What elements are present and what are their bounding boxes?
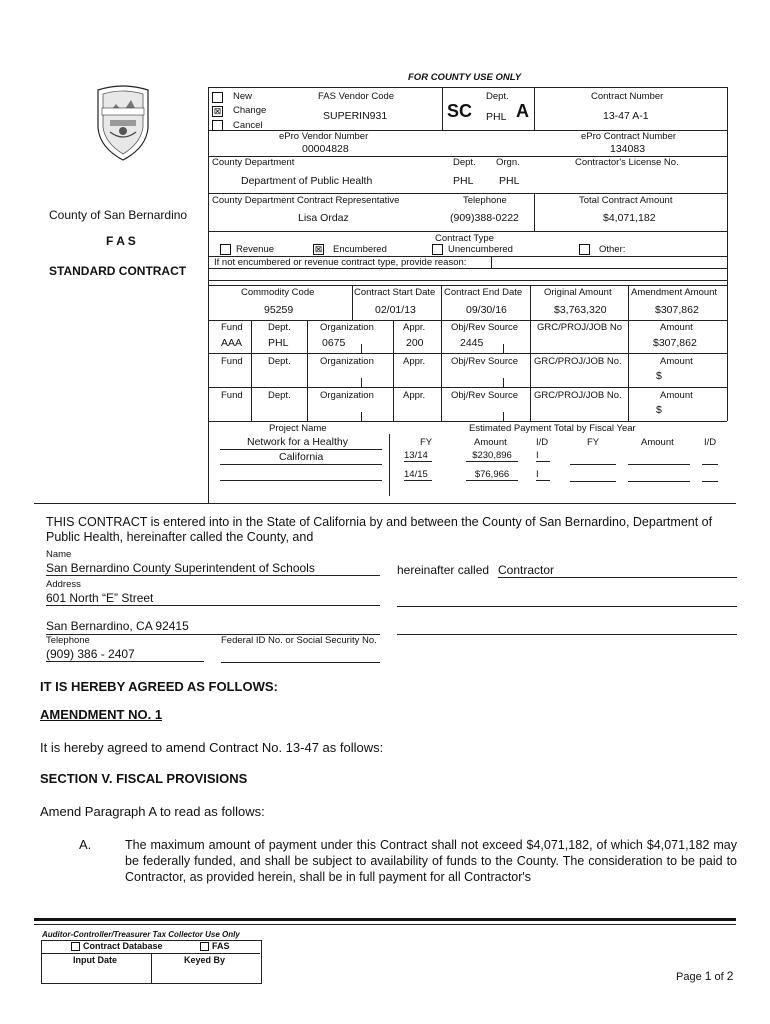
unencumbered-label: Unencumbered bbox=[448, 244, 513, 255]
original-amount: $3,763,320 bbox=[554, 304, 607, 316]
commodity-label: Commodity Code bbox=[241, 287, 315, 298]
cancel-label: Cancel bbox=[233, 120, 263, 131]
agreed-heading: IT IS HEREBY AGREED AS FOLLOWS: bbox=[40, 679, 278, 694]
start-date-label: Contract Start Date bbox=[354, 287, 436, 298]
input-date-label: Input Date bbox=[73, 955, 117, 965]
change-label: Change bbox=[233, 105, 267, 116]
epro-contract-label: ePro Contract Number bbox=[581, 131, 677, 142]
project-name-line2: California bbox=[279, 451, 324, 463]
amount-header: Amount bbox=[474, 437, 507, 448]
vendor-dept-letter: A bbox=[516, 101, 529, 121]
end-date: 09/30/16 bbox=[466, 304, 507, 316]
contractor-address: 601 North “E” Street bbox=[46, 591, 380, 606]
amendment-amount-label: Amendment Amount bbox=[631, 287, 718, 298]
amount-row-1: $230,896 bbox=[466, 450, 518, 462]
orgn-label: Orgn. bbox=[496, 157, 520, 168]
epro-contract: 134083 bbox=[610, 143, 646, 155]
fy-row-1: 13/14 bbox=[404, 450, 432, 462]
encumbered-label: Encumbered bbox=[333, 244, 387, 255]
new-label: New bbox=[233, 91, 253, 102]
contract-type-label: Contract Type bbox=[435, 233, 494, 244]
amount-row-2: $76,966 bbox=[466, 469, 518, 481]
address-label: Address bbox=[46, 579, 81, 590]
id-row-1: I bbox=[536, 450, 550, 462]
amendment-amount: $307,862 bbox=[655, 304, 699, 316]
amend-paragraph: Amend Paragraph A to read as follows: bbox=[40, 804, 265, 819]
project-name-line1: Network for a Healthy bbox=[247, 436, 348, 448]
vendor-code-label: FAS Vendor Code bbox=[318, 91, 395, 102]
keyed-by-label: Keyed By bbox=[184, 955, 226, 965]
encumbered-checkbox[interactable]: ⊠ bbox=[314, 244, 323, 254]
database-checkbox[interactable] bbox=[71, 942, 80, 951]
hereinafter-label: hereinafter called bbox=[397, 563, 490, 577]
fy-row-2: 14/15 bbox=[404, 469, 432, 481]
contract-number-label: Contract Number bbox=[591, 91, 664, 102]
representative-name: Lisa Ordaz bbox=[298, 212, 349, 224]
auditor-label: Auditor-Controller/Treasurer Tax Collector Use Only bbox=[42, 930, 240, 939]
epro-vendor: 00004828 bbox=[302, 143, 349, 155]
fas-checkbox[interactable] bbox=[200, 942, 209, 951]
total-amount-label: Total Contract Amount bbox=[579, 195, 673, 206]
county-use-only: FOR COUNTY USE ONLY bbox=[408, 72, 522, 83]
item-letter: A. bbox=[79, 837, 92, 852]
name-label: Name bbox=[46, 549, 72, 560]
county-department-label: County Department bbox=[212, 157, 295, 168]
fy-header-2: FY bbox=[587, 437, 600, 448]
fy-header: FY bbox=[420, 437, 433, 448]
county-name: County of San Bernardino bbox=[49, 208, 188, 222]
section-heading: SECTION V. FISCAL PROVISIONS bbox=[40, 771, 248, 786]
telephone-label: Telephone bbox=[463, 195, 507, 206]
estimate-label: Estimated Payment Total by Fiscal Year bbox=[469, 423, 636, 434]
change-checkbox[interactable]: ⊠ bbox=[213, 106, 222, 116]
intro-paragraph: THIS CONTRACT is entered into in the State of California by and between the County of San Bernardino, Department of Public Health, hereinafter called the County, and bbox=[46, 515, 713, 544]
orgn-value: PHL bbox=[499, 175, 520, 187]
representative-phone: (909)388-0222 bbox=[450, 212, 519, 224]
revenue-label: Revenue bbox=[236, 244, 275, 255]
start-date: 02/01/13 bbox=[375, 304, 416, 316]
cancel-checkbox[interactable] bbox=[212, 120, 223, 131]
county-department: Department of Public Health bbox=[241, 175, 373, 187]
contractor-name: San Bernardino County Superintendent of Schools bbox=[46, 561, 380, 576]
dept-label: Dept. bbox=[453, 157, 476, 168]
vendor-dept-label: Dept. bbox=[486, 91, 509, 102]
standard-contract-label: STANDARD CONTRACT bbox=[49, 264, 187, 278]
other-checkbox[interactable] bbox=[579, 244, 590, 255]
amount-header-2: Amount bbox=[641, 437, 674, 448]
epro-vendor-label: ePro Vendor Number bbox=[279, 131, 369, 142]
fas-label: F A S bbox=[106, 234, 136, 248]
dept-value: PHL bbox=[453, 175, 474, 187]
commodity-code: 95259 bbox=[264, 304, 294, 316]
page-number: Page 1 of 2 bbox=[676, 969, 734, 983]
amend-text: It is hereby agreed to amend Contract No. 13-47 as follows: bbox=[40, 740, 384, 755]
id-header: I/D bbox=[536, 437, 549, 448]
project-name-label: Project Name bbox=[269, 423, 327, 434]
contractor-city: San Bernardino, CA 92415 bbox=[46, 619, 189, 633]
total-amount: $4,071,182 bbox=[603, 212, 656, 224]
new-checkbox[interactable] bbox=[212, 92, 223, 103]
reason-label: If not encumbered or revenue contract type, provide reason: bbox=[214, 257, 467, 268]
unencumbered-checkbox[interactable] bbox=[432, 244, 443, 255]
original-amount-label: Original Amount bbox=[544, 287, 612, 298]
database-label: Contract Database bbox=[83, 941, 163, 951]
fas-footer-label: FAS bbox=[212, 941, 230, 951]
end-date-label: Contract End Date bbox=[444, 287, 523, 298]
item-text: The maximum amount of payment under this Contract shall not exceed $4,071,182, of which $4,071,182 may be federally funded, and shall be subject to availability of funds to the County. The consideration to be paid to Contractor, as provided herein, shall be in full payment for all Contractor's bbox=[125, 838, 737, 884]
contractor-telephone: (909) 386 - 2407 bbox=[46, 647, 204, 662]
contractor-called: Contractor bbox=[498, 563, 737, 578]
federal-id-label: Federal ID No. or Social Security No. bbox=[221, 635, 377, 646]
license-label: Contractor's License No. bbox=[575, 157, 679, 168]
other-label: Other: bbox=[599, 244, 626, 255]
id-row-2: I bbox=[536, 469, 550, 481]
representative-label: County Department Contract Representative bbox=[212, 195, 400, 206]
id-header-2: I/D bbox=[704, 437, 717, 448]
amendment-heading: AMENDMENT NO. 1 bbox=[40, 707, 163, 722]
county-seal-icon bbox=[90, 84, 156, 164]
telephone-label-2: Telephone bbox=[46, 635, 90, 646]
vendor-dept: PHL bbox=[486, 111, 507, 123]
vendor-code: SUPERIN931 bbox=[323, 110, 388, 122]
contract-number: 13-47 A-1 bbox=[603, 110, 649, 122]
revenue-checkbox[interactable] bbox=[220, 244, 231, 255]
vendor-sc: SC bbox=[447, 101, 473, 121]
